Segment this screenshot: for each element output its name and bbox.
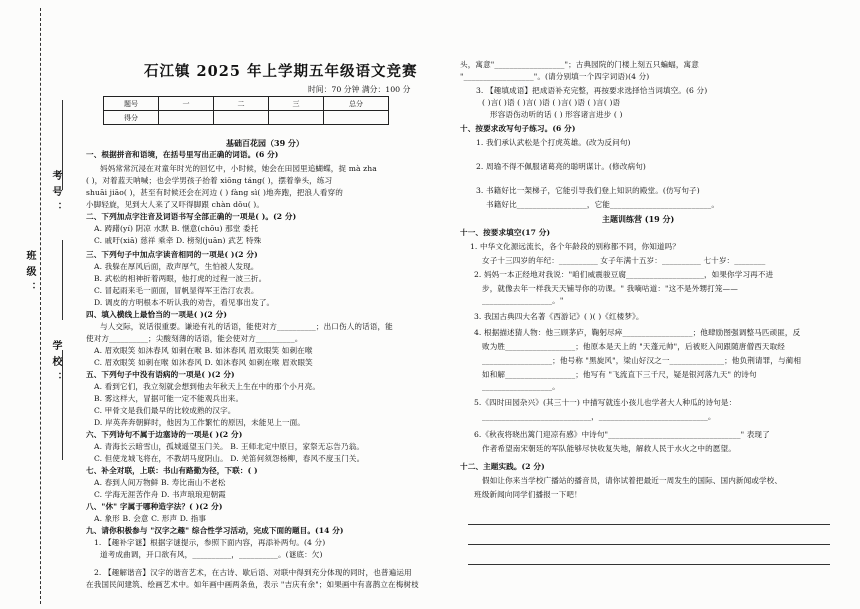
question-line: A. 踌躇(yí) 阴凉 水默 B. 惬意(chōu) 那堂 委托 (94, 224, 259, 233)
question-line: C. 甲骨文是我们最早的比较成熟的汉字。 (94, 406, 236, 415)
question-line: 道考成曲调，开口欲有风，__________，__________。(谜底：欠) (100, 550, 323, 559)
table-cell (324, 111, 389, 125)
question-line: 2. 周瑜不得不佩服诸葛亮的聪明谋计。(修改病句) (476, 162, 646, 171)
question-line: 书籍好比__________________，它能__________________________。 (486, 200, 720, 209)
question-line: "__________________"。(请分别填一个四字词语)(4 分) (460, 72, 650, 81)
question-line: 一、根据拼音和语境，在括号里写出正确的词语。(6 分) (86, 150, 279, 159)
exam-no-label: 考号： (50, 170, 61, 218)
table-cell: 得分 (104, 111, 159, 125)
score-table (103, 96, 389, 125)
question-line: 六、下列诗句不属于边塞诗的一项是( )(2 分) (86, 430, 243, 439)
table-cell: 二 (214, 97, 269, 111)
section-title: 主题训练营 (19 分) (602, 214, 675, 224)
question-line: 二、下列加点字注音及词语书写全部正确的一项是( )。(2 分) (86, 212, 297, 221)
question-line: A. 象形 B. 会意 C. 形声 D. 指事 (94, 514, 207, 523)
binding-strip (0, 0, 80, 609)
question-line: 十、按要求改写句子练习。(6 分) (460, 124, 576, 133)
question-line: B. 武松的相神折着两眼，他打虎的过程一波三折。 (94, 274, 267, 283)
question-line: 3. 书籍好比一架梯子，它能引导我们登上知识的殿堂。(仿写句子) (476, 186, 700, 195)
binding-dash-line (40, 8, 41, 604)
question-line: shuāi jiāo( )，甚至有时候还会在河边 ( ) fàng sì( )地奔跑，把浪人看穿的 (86, 188, 343, 197)
question-line: 3. 【趣填成语】把成语补充完整，再按要求选择恰当词填空。(6 分) (476, 86, 708, 95)
table-cell: 三 (269, 97, 324, 111)
question-line: 与人交际，说话很重要。谦逊有礼的话语，能使对方__________；出口伤人的话语，能 (100, 322, 393, 331)
section-title: 基础百花园（39 分） (226, 138, 304, 148)
question-line: C. 学海无涯苦作舟 D. 书声琅琅迎朝霞 (94, 490, 226, 499)
question-line: 6.《秋夜将晓出篱门迎凉有感》中诗句"__________________________________" 表现了 (474, 430, 770, 439)
table-cell (214, 111, 269, 125)
question-line: 使对方__________；尖酸刻薄的话语，能会使对方__________。 (86, 334, 303, 343)
question-line: 1. 中华文化源远流长，各个年龄段的别称都不同，你知道吗？ (470, 242, 680, 251)
answer-line (468, 544, 830, 545)
question-line: A. 眉欢眼笑 如沐春风 如刺在喉 B. 如沐春风 眉欢眼笑 如刺在喉 (94, 346, 313, 355)
question-line: 在我国民间建筑、绘画艺术中。如年画中画两条鱼，表示 "吉庆有余"；如果画中有喜鹊立在梅树枝 (86, 580, 419, 589)
question-line: 女子十三四岁的年纪：__________ 女子年满十五岁：__________ 七十岁：________ (482, 256, 766, 265)
question-line: 步，就像去年一样我天天铺导你的功课。" 我嘀咕道："这不是外甥打笼—— (482, 284, 738, 293)
question-line: 八、"休" 字属于哪种造字法？( )(2 分) (86, 502, 223, 511)
question-line: 2. 妈妈一本正经地对我说："咱们威震骏豆腐____________________，如果你学习再不进 (474, 270, 774, 279)
answer-line (468, 524, 830, 525)
table-cell (269, 111, 324, 125)
question-line: __________________；他号称 "黑旋风"，梁山好汉之一______________；他负荆请罪，与蔺相 (482, 356, 802, 365)
question-line: D. 调皮的方明根本不听认我的劝告，看见事出发了。 (94, 298, 275, 307)
question-line: 如和解__________________；他写有 "飞流直下三千尺，疑是银河落九天" 的诗句 (482, 370, 757, 379)
question-line: A. 春到人间万物鲜 B. 寿比南山不老松 (94, 478, 226, 487)
question-line: __________________。 (482, 382, 560, 391)
question-line: 三、下列句子中加点字读音相同的一项是( )(2 分) (86, 250, 258, 259)
question-line: 十一、按要求填空(17 分) (460, 228, 551, 237)
question-line: __________________。" (482, 296, 564, 305)
page-title: 石江镇 2025 年上学期五年级语文竞赛 (144, 63, 418, 80)
question-line: C. 眉欢眼笑 如刺在喉 如沐春风 D. 如沐春风 如刺在喉 眉欢眼笑 (94, 358, 313, 367)
question-line: A. 青海长云暗雪山，孤城遥望玉门关。 B. 王师北定中原日，家祭无忘告乃翁。 (94, 442, 365, 451)
question-line: 形容语伤动听的话 ( ) 形容诸言进步 ( ) (490, 110, 623, 119)
question-line: 九、请你积极参与 "汉字之趣" 综合性学习活动，完成下面的题目。(14 分) (86, 526, 344, 535)
question-line: 头，寓意"__________________"；古典园院的门楼上刻五只蝙蝠，寓意 (460, 60, 699, 69)
class-label: 班级： (24, 250, 35, 298)
exam-meta: 时间：70 分钟 满分：100 分 (308, 85, 411, 94)
question-line: ( )，对着蓝天呐喊；也会学男孩子抬着 xiōng táng( )，摆着拳头，练习 (86, 176, 333, 185)
question-line: ____________________________，____________________________。 (482, 412, 716, 421)
table-cell: 一 (159, 97, 214, 111)
question-line: 败为胜__________________；他原本是天上的 "天蓬元帅"，后被贬入间跟随唐僧西天取经 (482, 342, 785, 351)
question-line: 1. 【趣补字谜】根据字谜提示，参照下面内容，再添补两句。(4 分) (94, 538, 326, 547)
question-line: ( )言( )语 ( )言( )语 ( )言( )语 ( )言( )语 (482, 98, 621, 107)
question-line: 4. 根据描述猜人物：他三顾茅庐，鞠躬尽瘁__________________；他肆励图强调整马匹顽匪，反 (474, 328, 801, 337)
answer-line (468, 564, 830, 565)
question-line: 1. 我们承认武松是个打虎英雄。(改为反问句) (476, 138, 631, 147)
question-line: B. 雾这样大，冒据可能一定不能观兵出来。 (94, 394, 244, 403)
question-line: 作者希望南宋朝廷的军队能够尽快收复失地，解救人民于水火之中的愿望。 (482, 444, 736, 453)
question-line: 班级新闻向同学们播报一下吧！ (474, 490, 582, 499)
question-line: 十二、主题实践。(2 分) (460, 462, 545, 471)
right-column (452, 0, 844, 609)
table-row (104, 97, 389, 111)
question-line: C. 但使龙城飞将在，不教胡马度阴山。 D. 羌笛何须怨杨柳，春风不度玉门关。 (94, 454, 365, 463)
table-cell (159, 111, 214, 125)
question-line: A. 看到它们，我立刻就会想到他去年秋天上生在中的那个小月亮。 (94, 382, 321, 391)
question-line: 5.《四时田园杂兴》(其三十一) 中描写就连小孩儿也学者大人种瓜的诗句是： (474, 398, 737, 407)
question-line: C. 冒起雨来毛一面面，冒帆显得军王浩汀农表。 (94, 286, 259, 295)
question-line: 假如让你来当学校广播站的播音员，请你试着把最近一周发生的国际、国内新闻或学校、 (482, 476, 783, 485)
school-label: 学校： (50, 340, 61, 388)
question-line: C. 戚吁(xiā) 慈祥 乘牵 D. 榜刻(juān) 武艺 特殊 (94, 236, 262, 245)
question-line: 四、填入横线上最恰当的一项是( )(2 分) (86, 310, 228, 319)
question-line: 小脚轻旋，见到大人来了又吓得脚跟 chàn dǒu( )。 (86, 200, 265, 209)
question-line: A. 我躲在厚风后面，敌声厚气，生怕被人发现。 (94, 262, 259, 271)
class-line (62, 240, 63, 320)
question-line: 妈妈常常沉浸在对童年时光的回忆中，小时候，她会在田园里追蝴蝶，捉 mà zha (100, 164, 377, 173)
question-line: 五、下列句子中没有语病的一项是( )(2 分) (86, 370, 235, 379)
question-line: D. 岸英奔奔朝鲜时，他因为工作繁忙的原因，未能见上一面。 (94, 418, 305, 427)
table-row (104, 111, 389, 125)
question-line: 七、补全对联，上联：书山有路勤为径，下联：( ) (86, 466, 258, 475)
question-line: 3. 我国古典四大名著《西游记》( )( )《红楼梦》。 (474, 312, 644, 321)
left-column (86, 0, 441, 609)
question-line: 2. 【趣解谐音】汉字的谐音艺术，在古诗、歇后语、对联中得到充分体现的同时，也普遍运用 (94, 568, 412, 577)
table-cell: 题号 (104, 97, 159, 111)
table-cell: 总分 (324, 97, 389, 111)
